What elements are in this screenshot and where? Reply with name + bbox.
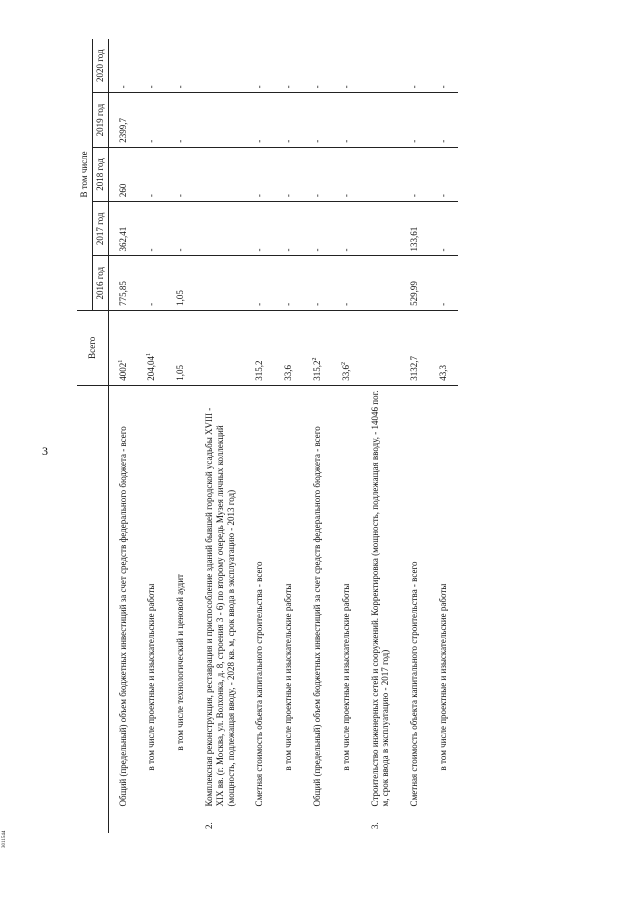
table-row (429, 39, 458, 833)
header-year: 2019 год (92, 93, 108, 147)
header-num-cell (77, 810, 108, 833)
row-total-value: 3132,7 (409, 355, 420, 381)
row-year-value: - (108, 39, 137, 93)
row-year-value: - (166, 202, 195, 256)
page-number: 3 (42, 444, 48, 458)
row-year-value (195, 256, 245, 310)
row-total (332, 310, 361, 385)
row-total (137, 310, 166, 385)
row-total-value: 33,6 (340, 364, 351, 381)
row-total (429, 310, 458, 385)
row-description: в том числе проектные и изыскательские работы (340, 583, 351, 771)
row-number (429, 810, 458, 833)
header-year: 2016 год (92, 256, 108, 310)
row-year-value: - (245, 202, 274, 256)
row-year-value: - (429, 202, 458, 256)
row-year-value: - (303, 39, 332, 93)
table-row (108, 39, 137, 833)
row-number (108, 810, 137, 833)
row-year-value: - (274, 202, 303, 256)
row-year-value: - (274, 147, 303, 201)
row-year-value (361, 93, 401, 147)
row-year-value: 362,41 (108, 202, 137, 256)
row-year-value: 133,61 (400, 202, 429, 256)
row-year-value: - (429, 256, 458, 310)
row-year-value (361, 202, 401, 256)
row-year-value: - (274, 39, 303, 93)
row-year-value: - (400, 147, 429, 201)
row-number: 3. (369, 822, 380, 829)
row-year-value: - (303, 147, 332, 201)
row-number (332, 810, 361, 833)
header-year: 2017 год (92, 202, 108, 256)
row-number (274, 810, 303, 833)
row-description: Строительство инженерных сетей и сооружений. Корректировка (мощность, подлежащая вводу, - 14046 пог. м, срок ввода в эксплуатацию - 2017 год) (369, 390, 391, 807)
header-in-that-number: В том числе (77, 39, 92, 310)
row-total-value: 204,04 (146, 355, 157, 381)
row-year-value: - (245, 39, 274, 93)
row-total (361, 310, 401, 385)
row-number (166, 810, 195, 833)
footnote-mark: 1 (117, 359, 124, 363)
row-year-value: - (332, 147, 361, 201)
row-number (245, 810, 274, 833)
row-total-value: 43,3 (437, 364, 448, 381)
row-year-value (195, 93, 245, 147)
row-number (400, 810, 429, 833)
header-total: Всего (77, 310, 108, 385)
row-year-value: - (303, 202, 332, 256)
table-body (108, 39, 458, 833)
table-row (361, 39, 401, 833)
row-total (245, 310, 274, 385)
row-year-value: - (274, 256, 303, 310)
row-description: в том числе проектные и изыскательские работы (283, 583, 294, 771)
row-year-value: - (137, 39, 166, 93)
table-row (303, 39, 332, 833)
row-year-value: - (332, 256, 361, 310)
row-total-value: 4002 (117, 362, 128, 381)
row-description: в том числе проектные и изыскательские работы (437, 583, 448, 771)
row-year-value: - (137, 202, 166, 256)
row-total (195, 310, 245, 385)
row-year-value: 529,99 (400, 256, 429, 310)
row-total (108, 310, 137, 385)
table-row (195, 39, 245, 833)
row-year-value: - (137, 147, 166, 201)
row-number (303, 810, 332, 833)
row-year-value: - (166, 93, 195, 147)
row-year-value: - (429, 147, 458, 201)
row-year-value: - (274, 93, 303, 147)
row-year-value: - (332, 39, 361, 93)
footnote-mark: 1 (146, 352, 153, 356)
table-row (400, 39, 429, 833)
header-year: 2018 год (92, 147, 108, 201)
row-total (400, 310, 429, 385)
row-year-value: - (303, 93, 332, 147)
row-year-value: - (137, 93, 166, 147)
table-row (137, 39, 166, 833)
row-description: Комплексная реконструкция, реставрация и приспособление зданий бывшей городской усадьбы XVIII - XIX вв. (г. Москва, ул. Волхонка, д. 8, строения 3 - 6) по второму очередь Музея личных коллекций (мощность, подлежащая вводу, - 2028 кв. м, срок ввода в эксплуатацию - 2013 год) (203, 407, 236, 807)
row-total (166, 310, 195, 385)
table-row (245, 39, 274, 833)
row-description: Общий (предельный) объем бюджетных инвестиций за счет средств федерального бюджета - всего (117, 426, 128, 807)
row-total-value: 1,05 (175, 364, 186, 381)
row-year-value: - (166, 147, 195, 201)
row-description: в том числе технологический и ценовой аудит (175, 574, 186, 751)
document-code: 3011544 (2, 830, 7, 848)
row-description: Сметная стоимость объекта капитального строительства - всего (254, 561, 265, 807)
row-description: в том числе проектные и изыскательские работы (146, 583, 157, 771)
row-year-value: - (303, 256, 332, 310)
row-year-value (361, 147, 401, 201)
row-total-value: 33,6 (283, 364, 294, 381)
row-year-value: - (332, 93, 361, 147)
row-year-value: - (245, 147, 274, 201)
row-year-value: - (245, 93, 274, 147)
header-year: 2020 год (92, 39, 108, 93)
row-year-value: - (429, 39, 458, 93)
row-year-value (195, 202, 245, 256)
table-row (274, 39, 303, 833)
table-row (332, 39, 361, 833)
row-year-value: 2399,7 (108, 93, 137, 147)
row-year-value: 1,05 (166, 256, 195, 310)
row-year-value: - (400, 39, 429, 93)
row-year-value (361, 256, 401, 310)
row-year-value: - (245, 256, 274, 310)
row-year-value: 260 (108, 147, 137, 201)
row-number (137, 810, 166, 833)
row-year-value: - (137, 256, 166, 310)
budget-table (77, 39, 458, 833)
row-description: Сметная стоимость объекта капитального строительства - всего (409, 561, 420, 807)
row-year-value: - (166, 39, 195, 93)
footnote-mark: 2 (311, 357, 318, 361)
row-total (274, 310, 303, 385)
table-row (166, 39, 195, 833)
row-description: Общий (предельный) объем бюджетных инвестиций за счет средств федерального бюджета - всего (311, 426, 322, 807)
footnote-mark: 2 (340, 361, 347, 365)
row-year-value: - (400, 93, 429, 147)
header-desc-cell (77, 385, 108, 810)
row-total-value: 315,2 (311, 360, 322, 381)
row-year-value: - (332, 202, 361, 256)
row-year-value (195, 147, 245, 201)
row-year-value: - (429, 93, 458, 147)
row-number: 2. (203, 822, 214, 829)
row-year-value (195, 39, 245, 93)
row-total (303, 310, 332, 385)
row-year-value: 775,85 (108, 256, 137, 310)
row-total-value: 315,2 (254, 360, 265, 381)
rotated-page-content (77, 39, 637, 833)
row-year-value (361, 39, 401, 93)
